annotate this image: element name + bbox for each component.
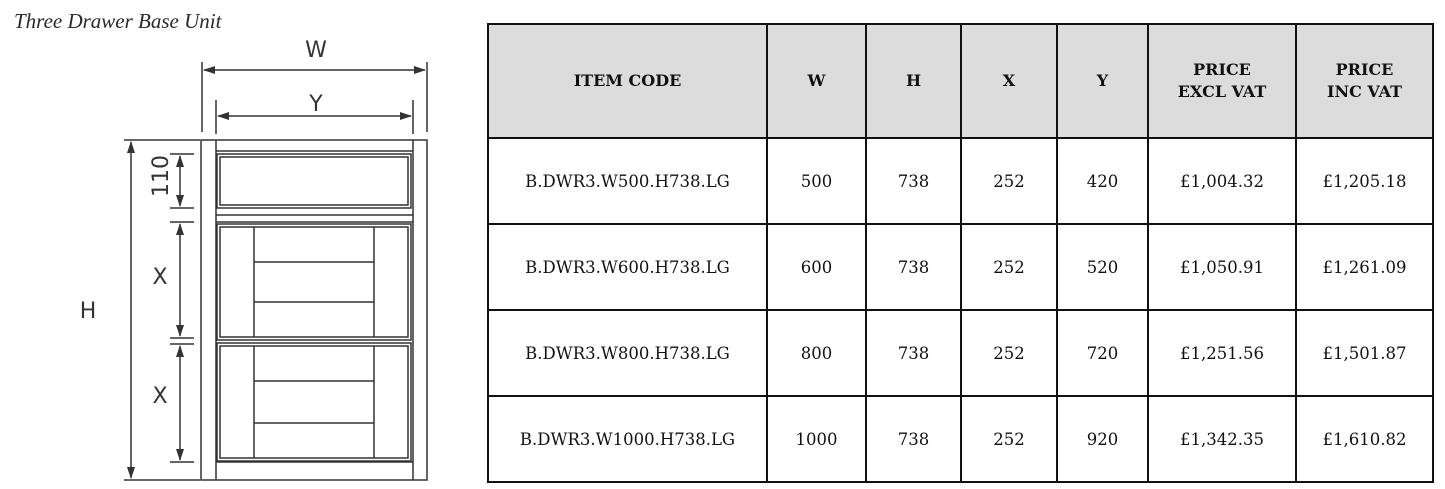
drawer-height-label-2: X	[152, 384, 168, 409]
y-cell: 520	[1057, 224, 1148, 310]
top-drawer-height-label: 110	[149, 155, 174, 197]
table-header-row	[488, 24, 1433, 138]
inner-width-label: Y	[309, 92, 323, 117]
price-inc-vat-cell: £1,205.18	[1296, 138, 1433, 224]
width-cell: 600	[767, 224, 866, 310]
price-excl-vat-cell: £1,251.56	[1148, 310, 1296, 396]
column-header-h: H	[866, 24, 961, 138]
bottom-drawer-front	[217, 343, 411, 461]
price-inc-vat-cell: £1,261.09	[1296, 224, 1433, 310]
width-cell: 500	[767, 138, 866, 224]
table-row	[488, 138, 1433, 224]
drawer-height-label-1: X	[152, 265, 168, 290]
width-cell: 1000	[767, 396, 866, 482]
cabinet-carcass	[201, 140, 427, 480]
column-header-w: W	[767, 24, 866, 138]
item-code-cell: B.DWR3.W800.H738.LG	[488, 310, 767, 396]
width-label: W	[305, 38, 327, 63]
product-title: Three Drawer Base Unit	[14, 9, 222, 33]
y-cell: 720	[1057, 310, 1148, 396]
price-excl-vat-cell: £1,004.32	[1148, 138, 1296, 224]
y-cell: 420	[1057, 138, 1148, 224]
x-cell: 252	[961, 138, 1057, 224]
table-row	[488, 310, 1433, 396]
price-excl-vat-cell: £1,050.91	[1148, 224, 1296, 310]
height-label: H	[79, 299, 97, 324]
height-cell: 738	[866, 224, 961, 310]
middle-drawer-front	[217, 224, 411, 340]
height-cell: 738	[866, 396, 961, 482]
table-row	[488, 396, 1433, 482]
x-cell: 252	[961, 310, 1057, 396]
width-dimension	[202, 38, 427, 132]
inner-width-dimension	[216, 92, 413, 134]
item-code-cell: B.DWR3.W1000.H738.LG	[488, 396, 767, 482]
column-header-price-excl-vat: PRICE EXCL VAT	[1148, 24, 1296, 138]
column-header-item-code: ITEM CODE	[488, 24, 767, 138]
table-row	[488, 224, 1433, 310]
item-code-cell: B.DWR3.W500.H738.LG	[488, 138, 767, 224]
height-cell: 738	[866, 310, 961, 396]
item-code-cell: B.DWR3.W600.H738.LG	[488, 224, 767, 310]
specification-table	[487, 23, 1434, 483]
price-inc-vat-cell: £1,501.87	[1296, 310, 1433, 396]
price-excl-vat-cell: £1,342.35	[1148, 396, 1296, 482]
y-cell: 920	[1057, 396, 1148, 482]
width-cell: 800	[767, 310, 866, 396]
top-drawer-dimension	[149, 154, 194, 208]
top-drawer-front	[216, 154, 413, 222]
height-dimension	[80, 140, 200, 480]
column-header-y: Y	[1057, 24, 1148, 138]
column-header-x: X	[961, 24, 1057, 138]
drawer-x-dimension-1	[152, 222, 194, 338]
x-cell: 252	[961, 396, 1057, 482]
cabinet-dimension-diagram	[0, 0, 480, 489]
column-header-price-inc-vat: PRICE INC VAT	[1296, 24, 1433, 138]
height-cell: 738	[866, 138, 961, 224]
x-cell: 252	[961, 224, 1057, 310]
price-inc-vat-cell: £1,610.82	[1296, 396, 1433, 482]
drawer-x-dimension-2	[152, 344, 194, 462]
